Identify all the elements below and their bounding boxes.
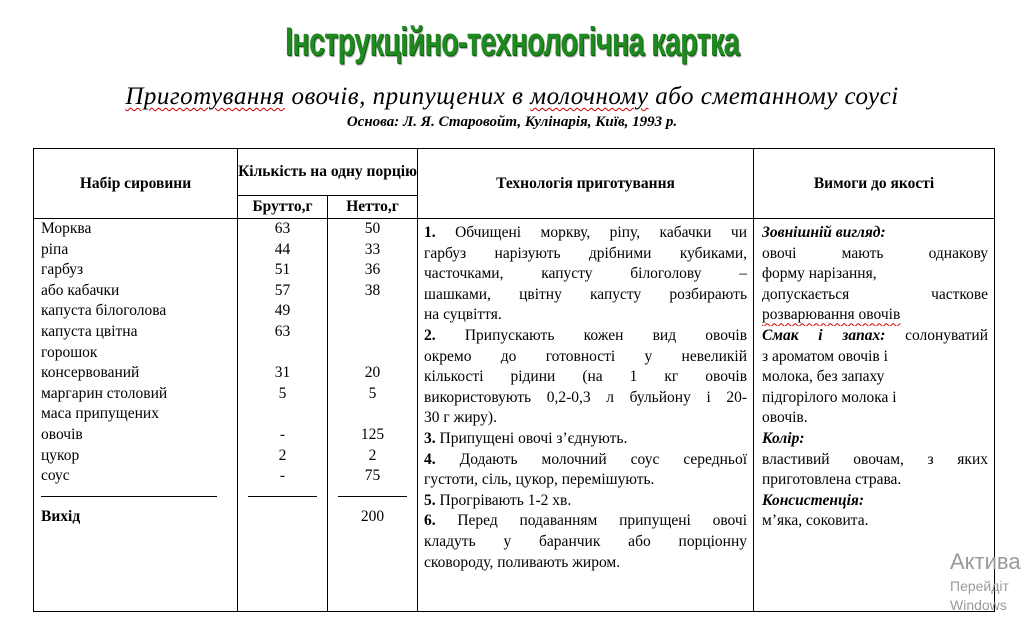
gross-value: 57	[274, 281, 291, 299]
gross-value: 63	[274, 220, 291, 237]
net-value: 33	[364, 240, 381, 258]
quality-line	[762, 347, 988, 368]
quality-text: з ароматом овочів і	[762, 347, 888, 365]
header-net: Нетто,г	[328, 196, 418, 219]
raw-material-line: ріпа	[41, 240, 69, 258]
step-text: на суцвіття.	[424, 306, 502, 324]
quality-text: овочів.	[762, 409, 808, 427]
quality-line	[762, 511, 988, 532]
step-number: 5.	[424, 491, 436, 509]
gross-list	[238, 219, 327, 528]
quality-line	[762, 326, 988, 347]
technology-step-line	[424, 285, 747, 306]
net-value: 20	[364, 364, 381, 382]
quality-line	[762, 285, 988, 306]
quality-line	[762, 264, 988, 285]
technology-step-line	[424, 532, 747, 553]
quality-text: овочі мають однакову	[762, 244, 989, 262]
step-text: часточками, капусту білоголову –	[424, 265, 748, 283]
quality-heading: Колір:	[762, 429, 805, 447]
subtitle-part-4: або сметанному соусі	[648, 83, 899, 110]
step-number: 3.	[424, 429, 436, 447]
quality-text: форму нарізання,	[762, 265, 877, 283]
raw-materials-cell	[34, 219, 238, 612]
step-text: Прогрівають 1-2 хв.	[435, 491, 572, 509]
raw-material-line: Морква	[41, 220, 92, 237]
net-value: 36	[364, 261, 381, 279]
watermark-line-1: Актива	[950, 549, 1021, 574]
quality-line	[762, 244, 988, 265]
technology-step-line	[424, 244, 747, 265]
quality-heading: Зовнішній вигляд:	[762, 224, 886, 241]
technology-step-line	[424, 326, 747, 347]
gross-value: 51	[274, 261, 291, 279]
net-value: 2	[368, 446, 377, 464]
gross-value	[238, 343, 327, 364]
quality-text: розварювання овочів	[762, 306, 901, 324]
dish-subtitle	[0, 82, 1024, 112]
quality-line	[762, 367, 988, 388]
quality-line	[762, 305, 988, 326]
gross-cell	[238, 219, 328, 612]
gross-value	[238, 487, 327, 508]
step-text: 30 г жиру).	[424, 409, 497, 427]
technology-step-line	[424, 470, 747, 491]
net-value: 50	[364, 220, 381, 237]
step-number: 1.	[424, 224, 436, 241]
quality-text: м’яка, соковита.	[762, 512, 869, 530]
technology-steps	[424, 223, 747, 573]
gross-value: 44	[274, 240, 291, 258]
quality-requirements	[762, 223, 988, 532]
header-raw-materials: Набір сировини	[34, 149, 238, 219]
gross-value: 2	[278, 446, 287, 464]
header-technology: Технологія приготування	[418, 149, 754, 219]
step-text: гарбуз нарізують дрібними кубиками,	[424, 244, 748, 262]
step-text: Перед подаванням припущені овочі	[435, 512, 748, 530]
step-text: окремо до готовності у невеликій	[424, 347, 748, 365]
quality-line	[762, 470, 988, 491]
card-title: Інструкційно-технологічна картка	[285, 20, 739, 64]
windows-activation-watermark	[950, 548, 1021, 614]
step-text: сковороду, поливають жиром.	[424, 553, 621, 571]
step-text: Припущені овочі з’єднують.	[435, 429, 628, 447]
header-gross: Брутто,г	[238, 196, 328, 219]
raw-material-line: консервований	[41, 364, 140, 382]
technology-step-line	[424, 264, 747, 285]
net-value	[328, 404, 417, 425]
quality-line	[762, 491, 988, 512]
gross-value	[238, 507, 327, 528]
quality-text: допускається часткове	[762, 285, 989, 303]
technology-cell	[418, 219, 754, 612]
subtitle-part-2: овочів, припущених в	[284, 83, 531, 110]
technology-step-line	[424, 553, 747, 574]
technology-step-line	[424, 347, 747, 368]
technology-card-table	[33, 148, 995, 612]
technology-step-line	[424, 491, 747, 512]
net-value: 75	[364, 467, 381, 485]
quality-line	[762, 408, 988, 429]
raw-material-line: капуста білоголова	[41, 302, 167, 320]
technology-step-line	[424, 305, 747, 326]
quality-line	[762, 388, 988, 409]
gross-value: 49	[274, 302, 291, 320]
step-text: кладуть у баранчик або порціонну	[424, 532, 748, 550]
step-text: Припускають кожен вид овочів	[435, 326, 748, 344]
technology-step-line	[424, 223, 747, 244]
quality-text: приготовлена страва.	[762, 471, 902, 489]
quality-line	[762, 429, 988, 450]
technology-step-line	[424, 429, 747, 450]
net-value	[328, 487, 417, 508]
technology-step-line	[424, 367, 747, 388]
watermark-line-2: Перейдіт	[950, 578, 1009, 594]
raw-material-line: капуста цвітна	[41, 322, 138, 340]
source-reference: Основа: Л. Я. Старовойт, Кулінарія, Київ, 1993 р.	[346, 114, 678, 130]
raw-material-line: маса припущених	[41, 405, 159, 423]
raw-material-line: овочів	[41, 425, 83, 443]
subtitle-part-3: молочному	[530, 83, 649, 110]
step-text: кількості рідини (на 1 кг овочів	[424, 368, 748, 386]
net-cell	[328, 219, 418, 612]
raw-material-line: соус	[41, 467, 70, 485]
step-number: 4.	[424, 450, 436, 468]
quality-line	[762, 223, 988, 244]
header-quality: Вимоги до якості	[754, 149, 995, 219]
quality-line	[762, 450, 988, 471]
raw-material-line: або кабачки	[41, 281, 120, 299]
gross-value	[238, 404, 327, 425]
step-text: використовують 0,2-0,3 л бульйону і 20-	[424, 388, 748, 406]
step-text: Обчищені моркву, ріпу, кабачки чи	[435, 224, 748, 241]
raw-material-line: маргарин столовий	[41, 384, 168, 402]
net-value	[328, 322, 417, 343]
step-text: шашками, цвітну капусту розбирають	[424, 285, 748, 303]
gross-value: 5	[278, 384, 287, 402]
gross-value: 31	[274, 364, 291, 382]
technology-step-line	[424, 450, 747, 471]
raw-material-line	[41, 487, 237, 508]
net-value: 125	[360, 425, 385, 443]
header-quantity: Кількість на одну порцію	[238, 149, 418, 196]
step-text: Додають молочний соус середньої	[435, 450, 748, 468]
net-value	[328, 301, 417, 322]
quality-text: підгорілого молока і	[762, 388, 897, 406]
raw-material-line: горошок	[41, 343, 98, 361]
quality-text: молока, без запаху	[762, 368, 885, 386]
net-value	[328, 343, 417, 364]
technology-step-line	[424, 511, 747, 532]
step-text: густоти, сіль, цукор, перемішують.	[424, 471, 655, 489]
technology-step-line	[424, 408, 747, 429]
gross-value: 63	[274, 322, 291, 340]
quality-text: властивий овочам, з яких	[762, 450, 989, 468]
gross-value: -	[279, 467, 286, 485]
raw-material-line: гарбуз	[41, 261, 84, 279]
subtitle-part-1: Приготування	[125, 83, 285, 110]
gross-value: -	[279, 425, 286, 443]
net-value: 200	[360, 508, 385, 526]
step-number: 6.	[424, 512, 436, 530]
quality-heading: Смак і запах:	[762, 326, 886, 344]
quality-text: солонуватий	[885, 326, 989, 344]
net-value: 5	[368, 384, 377, 402]
quality-heading: Консистенція:	[762, 491, 865, 509]
raw-material-line: Вихід	[41, 508, 81, 526]
net-list	[328, 219, 417, 528]
net-value: 38	[364, 281, 381, 299]
step-number: 2.	[424, 326, 436, 344]
watermark-line-3: Windows	[950, 597, 1007, 613]
raw-material-line: цукор	[41, 446, 80, 464]
raw-materials-list	[41, 219, 237, 528]
technology-step-line	[424, 388, 747, 409]
